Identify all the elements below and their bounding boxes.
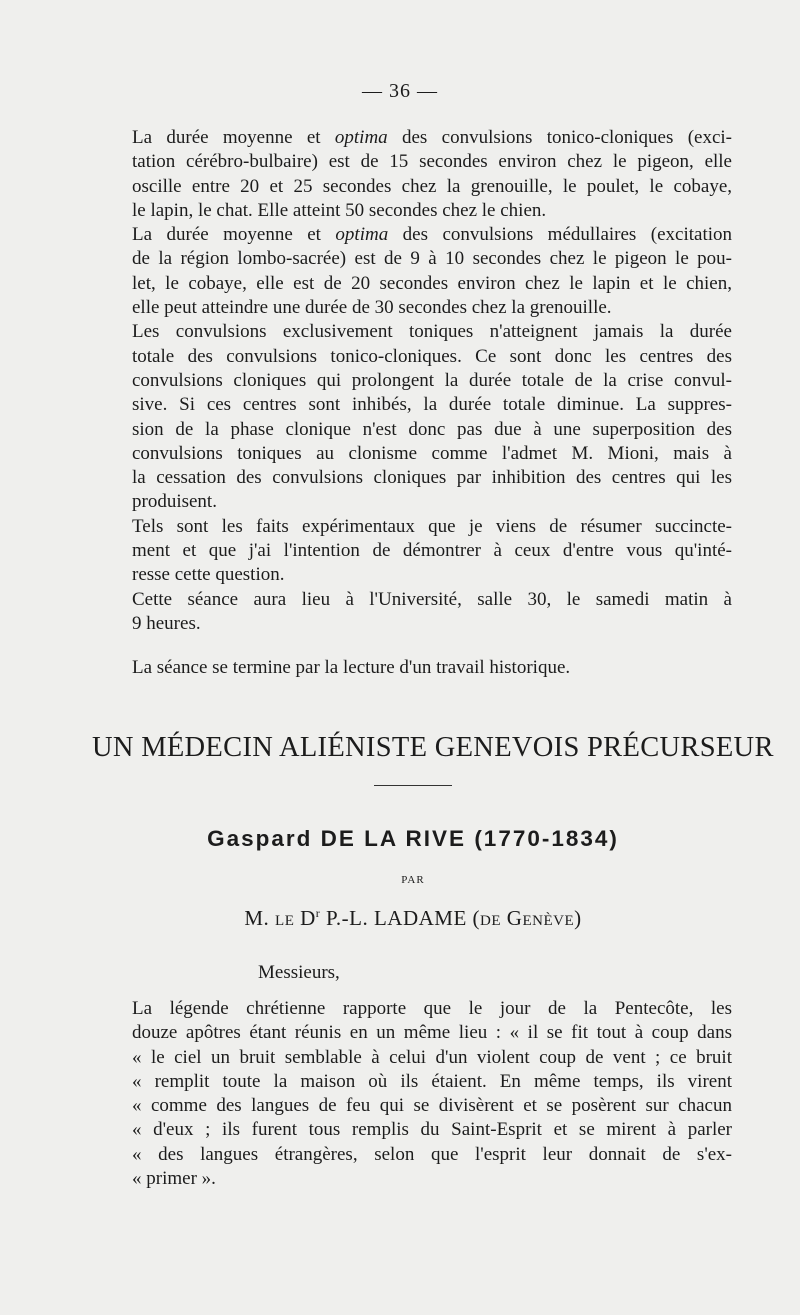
article-subject: Gaspard DE LA RIVE (1770-1834): [207, 826, 619, 851]
text-line: let, le cobaye, elle est de 20 secondes environ chez le lapin et le chien,: [132, 272, 732, 294]
text-line: convulsions toniques au clonisme comme l'admet M. Mioni, mais à: [132, 442, 732, 464]
text-line: « remplit toute la maison où ils étaient. En même temps, ils virent: [132, 1070, 732, 1092]
closing-paragraph: [92, 656, 732, 680]
text-line: La durée moyenne et optima des convulsions tonico-cloniques (exci-: [132, 127, 733, 148]
author-prefix: M. le D: [244, 906, 316, 930]
paragraph: [92, 515, 732, 588]
text-line: resse cette question.: [132, 564, 285, 586]
emphasis: optima: [334, 127, 388, 148]
text-line: sive. Si ces centres sont inhibés, la durée totale diminue. La suppres-: [132, 394, 732, 416]
paragraph: [92, 320, 732, 514]
text-line: La légende chrétienne rapporte que le jour de la Pentecôte, les: [132, 998, 732, 1019]
text-line: La séance se termine par la lecture d'un travail historique.: [132, 657, 571, 679]
text-line: La durée moyenne et optima des convulsions médullaires (excitation: [132, 224, 733, 246]
text-line: douze apôtres étant réunis en un même lieu : « il se fit tout à coup dans: [132, 1022, 732, 1044]
text-line: convulsions cloniques qui prolongent la durée totale de la crise convul-: [132, 369, 732, 391]
author-title-sup: r: [315, 906, 321, 920]
text-line: elle peut atteindre une durée de 30 secondes chez la grenouille.: [132, 297, 612, 319]
paragraph: [92, 588, 732, 637]
heading-divider: [374, 785, 452, 786]
text-line: « le ciel un bruit semblable à celui d'un violent coup de vent ; ce bruit: [132, 1046, 732, 1068]
byline-par: PAR: [401, 874, 425, 886]
text-line: Les convulsions exclusivement toniques n'atteignent jamais la durée: [132, 321, 732, 343]
text-line: « d'eux ; ils furent tous remplis du Saint-Esprit et se mirent à parler: [132, 1119, 732, 1141]
author-name: P.-L. LADAME: [326, 906, 467, 930]
author-origin: (de Genève): [472, 906, 582, 930]
text-line: sion de la phase clonique n'est donc pas due à une superposition des: [132, 418, 732, 440]
text-line: Tels sont les faits expérimentaux que je viens de résumer succincte-: [132, 515, 732, 537]
emphasis: optima: [335, 224, 389, 246]
salutation: Messieurs,: [258, 962, 340, 983]
text-line: tation cérébro-bulbaire) est de 15 secondes environ chez le pigeon, elle: [132, 151, 732, 173]
text-line: 9 heures.: [132, 612, 201, 634]
page-number: — 36 —: [362, 80, 438, 102]
text-line: ment et que j'ai l'intention de démontrer à ceux d'entre vous qu'inté-: [132, 540, 732, 562]
paragraph: [92, 126, 732, 223]
text-line: de la région lombo-sacrée) est de 9 à 10 secondes chez le pigeon le pou-: [132, 248, 732, 270]
text-line: le lapin, le chat. Elle atteint 50 secondes chez le chien.: [132, 199, 547, 221]
text-line: Cette séance aura lieu à l'Université, salle 30, le samedi matin à: [132, 588, 732, 610]
text-line: « primer ».: [132, 1168, 216, 1190]
paragraph: [92, 223, 732, 320]
author-line: [0, 906, 800, 931]
text-line: « comme des langues de feu qui se divisèrent et se posèrent sur chacun: [132, 1095, 732, 1117]
text-line: oscille entre 20 et 25 secondes chez la grenouille, le poulet, le cobaye,: [132, 175, 732, 197]
article-paragraph: [92, 997, 732, 1191]
text-line: la cessation des convulsions cloniques par inhibition des centres qui les: [132, 467, 732, 489]
prose-section: [92, 126, 732, 681]
article-heading: UN MÉDECIN ALIÉNISTE GENEVOIS PRÉCURSEUR: [92, 732, 774, 763]
text-line: « des langues étrangères, selon que l'esprit leur donnait de s'ex-: [132, 1143, 732, 1165]
text-line: totale des convulsions tonico-cloniques. Ce sont donc les centres des: [132, 345, 732, 367]
text-line: produisent.: [132, 491, 217, 513]
article-body: [92, 997, 732, 1191]
